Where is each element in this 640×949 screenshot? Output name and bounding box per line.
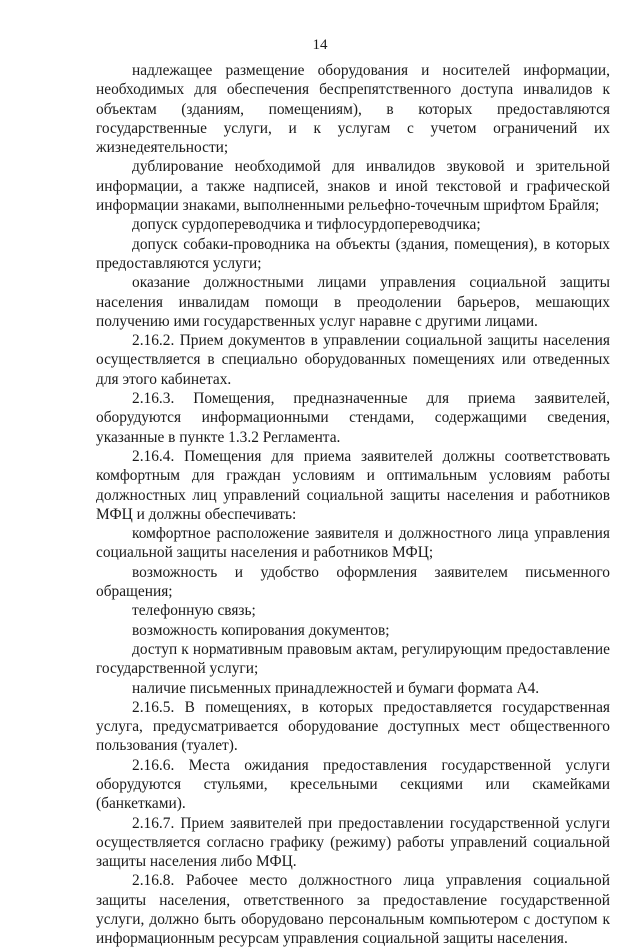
paragraph-2-16-8: 2.16.8. Рабочее место должностного лица управления социальной защиты населения, ответственного за предоставление государственной услуги, должно быть оборудовано персональным компьютером с доступом к информационным ресурсам управления социальной защиты населения. — [96, 872, 610, 948]
document-body — [96, 61, 610, 949]
paragraph-written-appeal: возможность и удобство оформления заявителем письменного обращения; — [96, 563, 610, 601]
paragraph-telephone: телефонную связь; — [132, 602, 256, 620]
paragraph-2-16-3: 2.16.3. Помещения, предназначенные для приема заявителей, оборудуются информационными стендами, содержащими сведения, указанные в пункте 1.3.2 Регламента. — [96, 390, 610, 446]
paragraph-2-16-2: 2.16.2. Прием документов в управлении социальной защиты населения осуществляется в специально оборудованных помещениях или отведенных для этого кабинетах. — [96, 332, 610, 388]
paragraph-staff-assistance: оказание должностными лицами управления социальной защиты населения инвалидам помощи в преодолении барьеров, мешающих получению ими государственных услуг наравне с другими лицами. — [96, 274, 610, 330]
paragraph-2-16-6: 2.16.6. Места ожидания предоставления государственной услуги оборудуются стульями, кресельными секциями или скамейками (банкетками). — [96, 756, 610, 813]
paragraph-copying: возможность копирования документов; — [132, 621, 390, 639]
page-number: 14 — [312, 37, 328, 53]
paragraph-2-16-4: 2.16.4. Помещения для приема заявителей должны соответствовать комфортным для граждан условиям и оптимальным условиям работы должностных лиц управлений социальной защиты населения и работников МФЦ и должны обеспечивать: — [96, 447, 610, 523]
paragraph-guide-dog: допуск собаки-проводника на объекты (здания, помещения), в которых предоставляются услуги; — [96, 235, 610, 272]
paragraph-2-16-5: 2.16.5. В помещениях, в которых предоставляется государственная услуга, предусматривается оборудование доступных мест общественного пользования (туалет). — [96, 698, 610, 755]
paragraph-legal-acts: доступ к нормативным правовым актам, регулирующим предоставление государственной услуги; — [96, 640, 610, 678]
paragraph-2-16-7: 2.16.7. Прием заявителей при предоставлении государственной услуги осуществляется согласно графику (режиму) работы управлений социальной защиты населения либо МФЦ. — [96, 814, 610, 871]
paragraph-sign-interpreter: допуск сурдопереводчика и тифлосурдопереводчика; — [132, 216, 481, 234]
paragraph-braille-duplication: дублирование необходимой для инвалидов звуковой и зрительной информации, а также надписей, знаков и иной текстовой и графической информации знаками, выполненными рельефно-точечным шрифтом Брайля; — [96, 158, 610, 215]
paragraph-stationery: наличие письменных принадлежностей и бумаги формата А4. — [132, 679, 540, 697]
paragraph-comfortable-placement: комфортное расположение заявителя и должностного лица управления социальной защиты населения и работников МФЦ; — [96, 525, 610, 562]
paragraph-accessibility-equipment: надлежащее размещение оборудования и носителей информации, необходимых для обеспечения беспрепятственного доступа инвалидов к объектам (зданиям, помещениям), в которых предоставляются государственные услуги, и к услугам с учетом ограничений их жизнедеятельности; — [96, 62, 610, 157]
